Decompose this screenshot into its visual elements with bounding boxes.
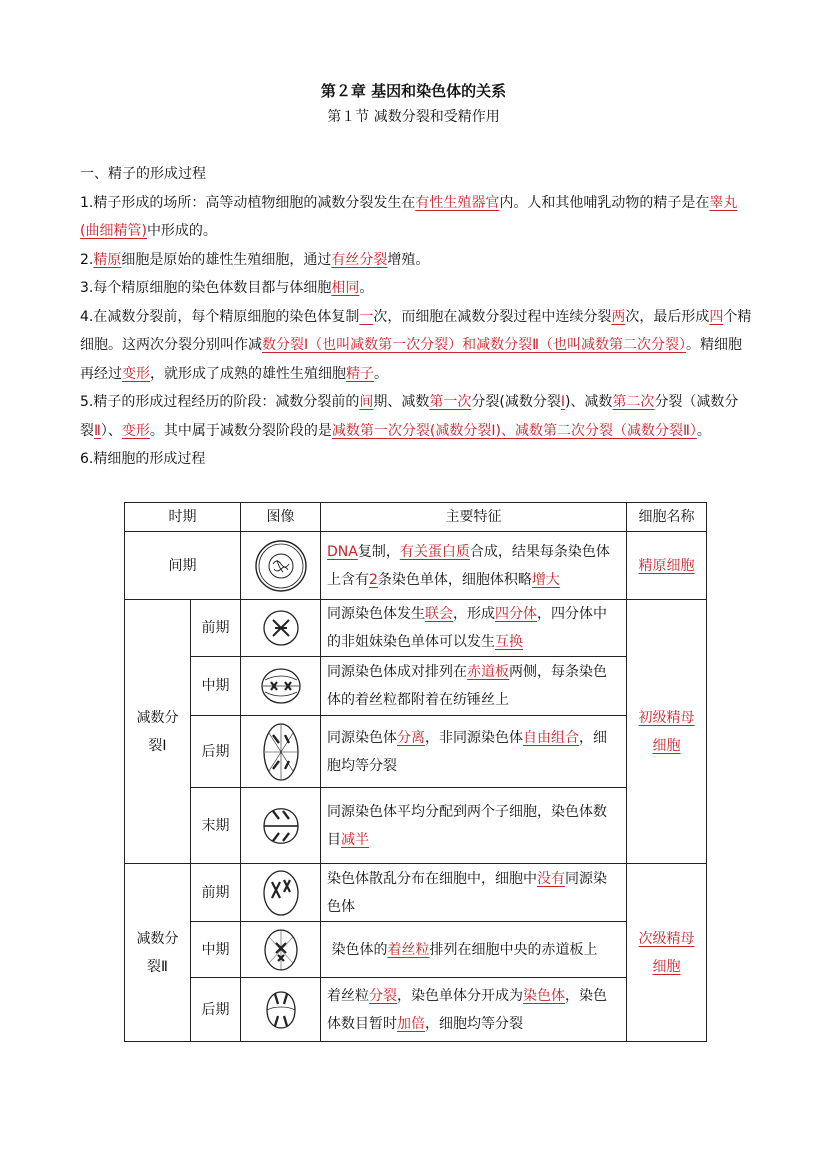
answer: 变形 xyxy=(121,422,150,439)
cell-m1-prophase-icon xyxy=(261,606,301,650)
text: 次，最后形成 xyxy=(625,308,710,325)
m1-prophase-features xyxy=(321,600,627,657)
table-row xyxy=(125,922,707,978)
answer: 赤道板 xyxy=(467,664,509,680)
answer: Ⅱ xyxy=(94,422,101,439)
chapter-title: 第２章 基因和染色体的关系 xyxy=(320,82,507,100)
answer: 2 xyxy=(369,571,378,588)
text: 个精细胞。这两次分裂分别叫作减 xyxy=(80,308,752,353)
m2-anaphase-features xyxy=(321,978,627,1042)
table-row xyxy=(125,600,707,657)
text: 。其中属于减数分裂阶段的是 xyxy=(149,422,332,439)
text: 复制， xyxy=(357,543,400,560)
answer: 次级精母细胞 xyxy=(638,930,695,975)
text: 期、减数 xyxy=(373,394,430,410)
answer: 减半 xyxy=(341,831,369,848)
period-label: 后期 xyxy=(191,978,241,1042)
answer: 互换 xyxy=(495,634,523,650)
text: 次，而细胞在减数分裂过程中连续分裂 xyxy=(373,308,612,325)
answer: 有性生殖器官 xyxy=(415,194,500,211)
text: 细胞是原始的雄性生殖细胞，通过 xyxy=(121,251,332,268)
table-row xyxy=(125,532,707,600)
answer: DNA xyxy=(327,543,358,560)
answer: 没有 xyxy=(537,870,565,887)
answer: 着丝粒 xyxy=(387,941,430,958)
group-meiosis-1: 减数分裂Ⅰ xyxy=(125,600,191,864)
m2-anaphase-image xyxy=(241,978,321,1042)
period-interphase: 间期 xyxy=(125,532,241,600)
answer: 间 xyxy=(359,394,374,410)
m2-prophase-image xyxy=(241,864,321,922)
cell-m2-metaphase-icon xyxy=(261,927,301,973)
section-title: 第１节 减数分裂和受精作用 xyxy=(327,109,500,125)
answer: 染色体 xyxy=(523,987,565,1004)
text: 1.精子形成的场所：高等动植物细胞的减数分裂发生在 xyxy=(80,194,416,211)
answer: 第一次 xyxy=(429,394,472,410)
text: )、减数 xyxy=(564,394,613,410)
answer: Ⅰ xyxy=(560,394,565,410)
answer: 增大 xyxy=(531,571,560,588)
answer: 自由组合 xyxy=(523,729,579,746)
m1-telophase-image xyxy=(241,788,321,864)
answer: 四 xyxy=(709,308,724,325)
text: 着丝粒 xyxy=(327,987,369,1004)
answer: 分离 xyxy=(397,729,425,746)
period-label: 前期 xyxy=(191,600,241,657)
paragraph-3 xyxy=(80,274,752,303)
text: 同源染色体 xyxy=(327,729,397,746)
text: 中形成的。 xyxy=(146,223,217,239)
text: 同源染色体 xyxy=(327,870,607,915)
paragraph-1 xyxy=(80,189,752,246)
text: 条染色单体，细胞体积略 xyxy=(377,571,532,588)
answer: 数分裂Ⅰ（也叫减数第一次分裂）和减数分裂Ⅱ（也叫减数第二次分裂） xyxy=(262,337,687,353)
cell-name-m1 xyxy=(627,600,707,864)
answer: 减数第一次分裂(减数分裂Ⅰ)、减数第二次分裂（减数分裂Ⅱ） xyxy=(331,422,697,439)
group-meiosis-2: 减数分裂Ⅱ xyxy=(125,864,191,1042)
answer: 相同 xyxy=(331,280,360,296)
table-row xyxy=(125,864,707,922)
document-body xyxy=(80,160,752,474)
answer: 联会 xyxy=(425,606,453,622)
table-row xyxy=(125,657,707,716)
cell-interphase-icon xyxy=(253,538,309,594)
answer: 有丝分裂 xyxy=(331,251,388,268)
text: ，染色单体分开成为 xyxy=(397,987,523,1004)
text: 合成，结果每条染色体上含有 xyxy=(327,543,610,588)
answer: 一 xyxy=(359,308,374,325)
header-cell-name: 细胞名称 xyxy=(627,503,707,532)
cell-m1-metaphase-icon xyxy=(259,664,303,708)
answer: 有关蛋白质 xyxy=(399,543,470,560)
period-label: 后期 xyxy=(191,716,241,788)
paragraph-5 xyxy=(80,388,752,445)
text: 增殖。 xyxy=(387,251,430,268)
text: 排列在细胞中央的赤道板上 xyxy=(429,941,598,958)
text: ，细胞均等分裂 xyxy=(425,1015,523,1032)
cell-m2-prophase-icon xyxy=(261,868,301,918)
m1-metaphase-features xyxy=(321,657,627,716)
answer: 精子 xyxy=(346,365,374,382)
text: ，就形成了成熟的雄性生殖细胞 xyxy=(150,365,346,382)
answer: 睾丸(曲细精管) xyxy=(80,194,738,239)
text: 内。人和其他哺乳动物的精子是在 xyxy=(499,194,710,211)
text: 。精细胞再经过 xyxy=(80,337,743,382)
text: 分裂(减数分裂 xyxy=(471,394,561,410)
m1-anaphase-image xyxy=(241,716,321,788)
header-image: 图像 xyxy=(241,503,321,532)
m1-telophase-features xyxy=(321,788,627,864)
text: ，染色体数目暂时 xyxy=(327,987,607,1032)
m2-prophase-features xyxy=(321,864,627,922)
answer: 加倍 xyxy=(397,1015,425,1032)
text: 。 xyxy=(696,422,711,439)
cell-m2-anaphase-icon xyxy=(262,982,300,1038)
m1-metaphase-image xyxy=(241,657,321,716)
period-label: 中期 xyxy=(191,657,241,716)
text: 染色体的 xyxy=(331,941,388,958)
header-period: 时期 xyxy=(125,503,241,532)
text: ，四分体中的非姐妹染色单体可以发生 xyxy=(327,606,607,650)
heading-sperm-cell-table: 6.精细胞的形成过程 xyxy=(80,451,206,467)
heading-sperm-formation: 一、精子的形成过程 xyxy=(80,166,206,182)
paragraph-2 xyxy=(80,246,752,275)
answer: 初级精母细胞 xyxy=(638,709,695,754)
m2-metaphase-features xyxy=(321,922,627,978)
m1-prophase-image xyxy=(241,600,321,657)
text: 。 xyxy=(374,365,388,382)
cell-name-m2 xyxy=(627,864,707,1042)
answer: 分裂 xyxy=(369,987,397,1004)
text: 染色体散乱分布在细胞中，细胞中 xyxy=(327,870,537,887)
answer: 第二次 xyxy=(612,394,655,410)
table-row xyxy=(125,716,707,788)
header-features: 主要特征 xyxy=(321,503,627,532)
text: 同源染色体成对排列在 xyxy=(327,664,467,680)
paragraph-4 xyxy=(80,303,752,389)
answer: 精原细胞 xyxy=(638,557,695,574)
period-label: 前期 xyxy=(191,864,241,922)
cell-m1-telophase-icon xyxy=(261,793,301,859)
table-row xyxy=(125,978,707,1042)
text: 同源染色体平均分配到两个子细胞，染色体数目 xyxy=(327,803,607,848)
text: ，细胞均等分裂 xyxy=(327,729,607,774)
cell-m1-anaphase-icon xyxy=(261,721,301,783)
text: 两侧，每条染色体的着丝粒都附着在纺锤丝上 xyxy=(327,664,607,708)
period-label: 末期 xyxy=(191,788,241,864)
m1-anaphase-features xyxy=(321,716,627,788)
answer: 变形 xyxy=(122,365,150,382)
text: 3.每个精原细胞的染色体数目都与体细胞 xyxy=(80,280,332,296)
answer: 精原 xyxy=(93,251,122,268)
answer: 四分体 xyxy=(495,606,537,622)
table-header-row xyxy=(125,503,707,532)
interphase-image xyxy=(241,532,321,600)
text: ，形成 xyxy=(453,606,495,622)
text: 同源染色体发生 xyxy=(327,606,425,622)
text: 5.精子的形成过程经历的阶段：减数分裂前的 xyxy=(80,394,360,410)
text: 。 xyxy=(359,280,374,296)
text: ）、 xyxy=(100,422,122,439)
m2-metaphase-image xyxy=(241,922,321,978)
text: ，非同源染色体 xyxy=(425,729,523,746)
meiosis-table xyxy=(124,502,707,1042)
text: 4.在减数分裂前，每个精原细胞的染色体复制 xyxy=(80,308,360,325)
answer: 两 xyxy=(611,308,626,325)
table-row xyxy=(125,788,707,864)
text: 分裂（减数分裂 xyxy=(80,394,739,439)
cell-name-interphase xyxy=(627,532,707,600)
text: 2. xyxy=(80,251,94,268)
interphase-features xyxy=(321,532,627,600)
period-label: 中期 xyxy=(191,922,241,978)
